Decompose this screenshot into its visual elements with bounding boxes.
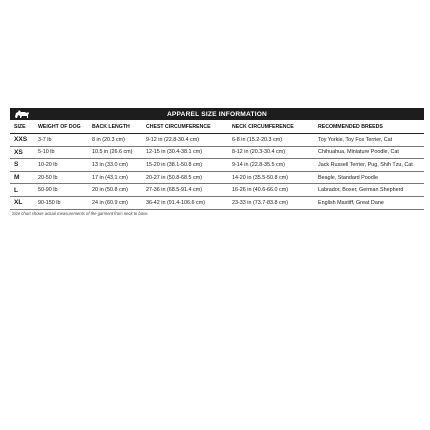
back-length-cell: 13 in (33.0 cm) [88,159,142,172]
size-table [10,120,424,210]
header-row [10,120,424,134]
column-header-back-length: BACK LENGTH [88,120,142,134]
column-header-breeds: RECOMMENDED BREEDS [314,120,424,134]
chest-cell: 15-20 in (38.1-50.8 cm) [142,159,228,172]
weight-cell: 90-150 lb [34,196,88,209]
table-row [10,159,424,172]
neck-cell: 23-33 in (73.7-83.8 cm) [228,196,314,209]
size-cell: XL [10,196,34,209]
back-length-cell: 10.5 in (26.6 cm) [88,146,142,159]
chest-cell: 12-15 in (30.4-38.1 cm) [142,146,228,159]
weight-cell: 3-7 lb [34,134,88,147]
breeds-cell: Beagle, Standard Poodle [314,171,424,184]
column-header-size: SIZE [10,120,34,134]
table-row [10,146,424,159]
table-row [10,171,424,184]
table-row [10,196,424,209]
size-cell: M [10,171,34,184]
table-row [10,134,424,147]
weight-cell: 5-10 lb [34,146,88,159]
neck-cell: 14-20 in (35.5-50.8 cm) [228,171,314,184]
table-row [10,184,424,197]
size-cell: S [10,159,34,172]
size-cell: XS [10,146,34,159]
weight-cell: 10-20 lb [34,159,88,172]
back-length-cell: 24 in (60.9 cm) [88,196,142,209]
breeds-cell: Jack Russell Terrier, Pug, Shih Tzu, Cat [314,159,424,172]
weight-cell: 20-50 lb [34,171,88,184]
chart-title: APPAREL SIZE INFORMATION [166,110,268,118]
size-cell: XXS [10,134,34,147]
size-cell: L [10,184,34,197]
breeds-cell: Chihuahua, Miniature Poodle, Cat [314,146,424,159]
dog-silhouette-icon [12,108,32,120]
breeds-cell: English Mastiff, Great Dane [314,196,424,209]
size-chart-footnote: Size chart shows actual measurements of the garment from neck to base. [12,211,149,217]
column-header-neck: NECK CIRCUMFERENCE [228,120,314,134]
breeds-cell: Toy Yorkie, Toy Fox Terrier, Cat [314,134,424,147]
neck-cell: 8-12 in (20.3-30.4 cm) [228,146,314,159]
chest-cell: 9-12 in (22.8-30.4 cm) [142,134,228,147]
size-chart [10,108,424,216]
back-length-cell: 20 in (50.8 cm) [88,184,142,197]
chest-cell: 20-27 in (50.8-68.5 cm) [142,171,228,184]
neck-cell: 16-26 in (40.6-66.0 cm) [228,184,314,197]
column-header-weight: WEIGHT OF DOG [34,120,88,134]
chart-header-banner [10,108,424,120]
chest-cell: 36-42 in (91.4-106.6 cm) [142,196,228,209]
chest-cell: 27-36 in (68.5-91.4 cm) [142,184,228,197]
back-length-cell: 8 in (20.3 cm) [88,134,142,147]
column-header-chest: CHEST CIRCUMFERENCE [142,120,228,134]
neck-cell: 6-8 in (15.2-20.3 cm) [228,134,314,147]
weight-cell: 50-90 lb [34,184,88,197]
breeds-cell: Labrador, Boxer, German Shepherd [314,184,424,197]
back-length-cell: 17 in (43.1 cm) [88,171,142,184]
neck-cell: 9-14 in (22.8-35.5 cm) [228,159,314,172]
